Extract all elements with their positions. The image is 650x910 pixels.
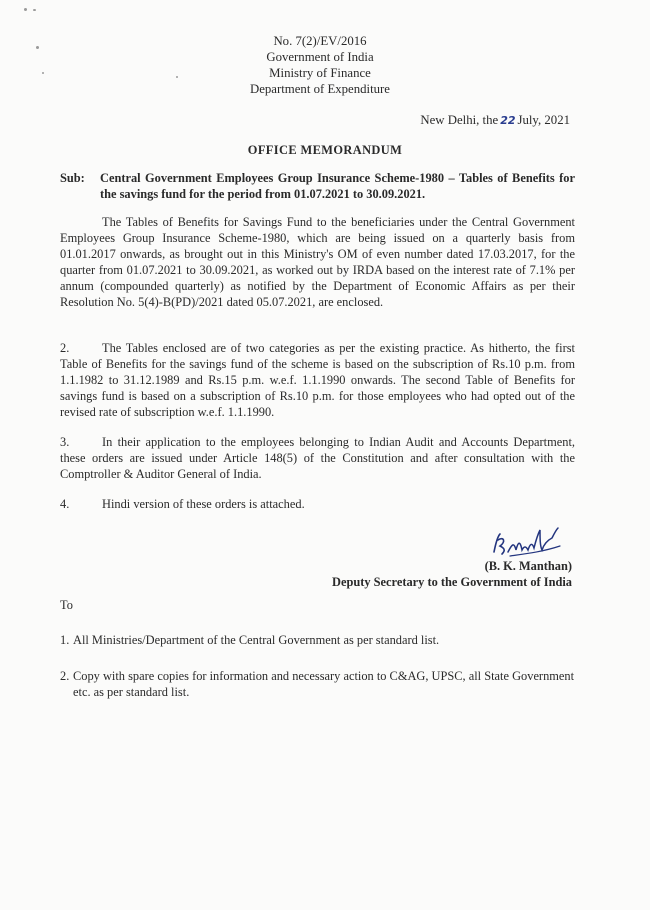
handwritten-signature [490, 520, 570, 562]
scan-speck [42, 72, 44, 74]
paragraph-number: 2. [60, 341, 70, 355]
paragraph-text: In their application to the employees belonging to Indian Audit and Accounts Department, these orders are issued under Article 148(5) of the Constitution and after consultation with the Comptroller & Auditor General of India. [60, 435, 575, 481]
distribution-text: Copy with spare copies for information and necessary action to C&AG, UPSC, all State Government etc. as per standard list. [73, 669, 575, 699]
handwritten-day: 22 [500, 114, 516, 127]
subject-text: Central Government Employees Group Insurance Scheme-1980 – Tables of Benefits for the savings fund for the period from 01.07.2021 to 30.09.2021. [100, 171, 575, 201]
distribution-text: All Ministries/Department of the Central Government as per standard list. [73, 633, 440, 647]
distribution-number: 2. [60, 669, 70, 683]
document-header [240, 33, 400, 97]
signatory-name: (B. K. Manthan) [484, 559, 572, 573]
paragraph-1 [60, 214, 575, 310]
government-name: Government of India [266, 50, 374, 64]
distribution-item [60, 668, 575, 700]
ministry-name: Ministry of Finance [269, 66, 371, 80]
memo-title: OFFICE MEMORANDUM [247, 143, 403, 157]
signatory-block [332, 558, 572, 590]
date-prefix: New Delhi, the [420, 113, 499, 127]
paragraph-text: The Tables of Benefits for Savings Fund to the beneficiaries under the Central Government Employees Group Insurance Scheme-1980, which are being issued on a quarterly basis from 01.01.2017 onwards, as brought out in this Ministry's OM of even number dated 17.03.2017, for the quarter from 01.07.2021 to 30.09.2021, as worked out by IRDA based on the interest rate of 7.1% per annum (compounded quarterly) as notified by the Department of Economic Affairs as per their Resolution No. 5(4)-B(PD)/2021 dated 05.07.2021, are enclosed. [60, 215, 575, 309]
scan-speck [24, 8, 27, 11]
paragraph-number: 4. [60, 497, 70, 511]
signatory-designation: Deputy Secretary to the Government of India [332, 575, 572, 589]
to-label: To [60, 598, 73, 612]
paragraph-number: 3. [60, 435, 70, 449]
paragraph-4 [60, 496, 575, 512]
file-number: No. 7(2)/EV/2016 [273, 34, 367, 48]
subject-block [60, 170, 575, 202]
distribution-item [60, 632, 575, 648]
subject-label: Sub: [60, 171, 85, 185]
paragraph-3 [60, 434, 575, 482]
department-name: Department of Expenditure [249, 82, 390, 96]
scan-speck [176, 76, 178, 78]
paragraph-text: The Tables enclosed are of two categories as per the existing practice. As hitherto, the first Table of Benefits for the savings fund of the scheme is based on the subscription of Rs.10 p.m. from 1.1.1982 to 31.12.1989 and Rs.15 p.m. w.e.f. 1.1.1990 onwards. The second Table of Benefits for savings fund is based on a subscription of Rs.10 p.m. for those employees who had opted out of the revised rate of subscription w.e.f. 1.1.1990. [60, 341, 575, 419]
paragraph-text: Hindi version of these orders is attached. [102, 497, 305, 511]
date-suffix: July, 2021 [517, 113, 570, 127]
distribution-number: 1. [60, 633, 70, 647]
scan-speck [33, 9, 36, 11]
paragraph-2 [60, 340, 575, 420]
scan-speck [36, 46, 39, 49]
date-line [420, 113, 570, 129]
